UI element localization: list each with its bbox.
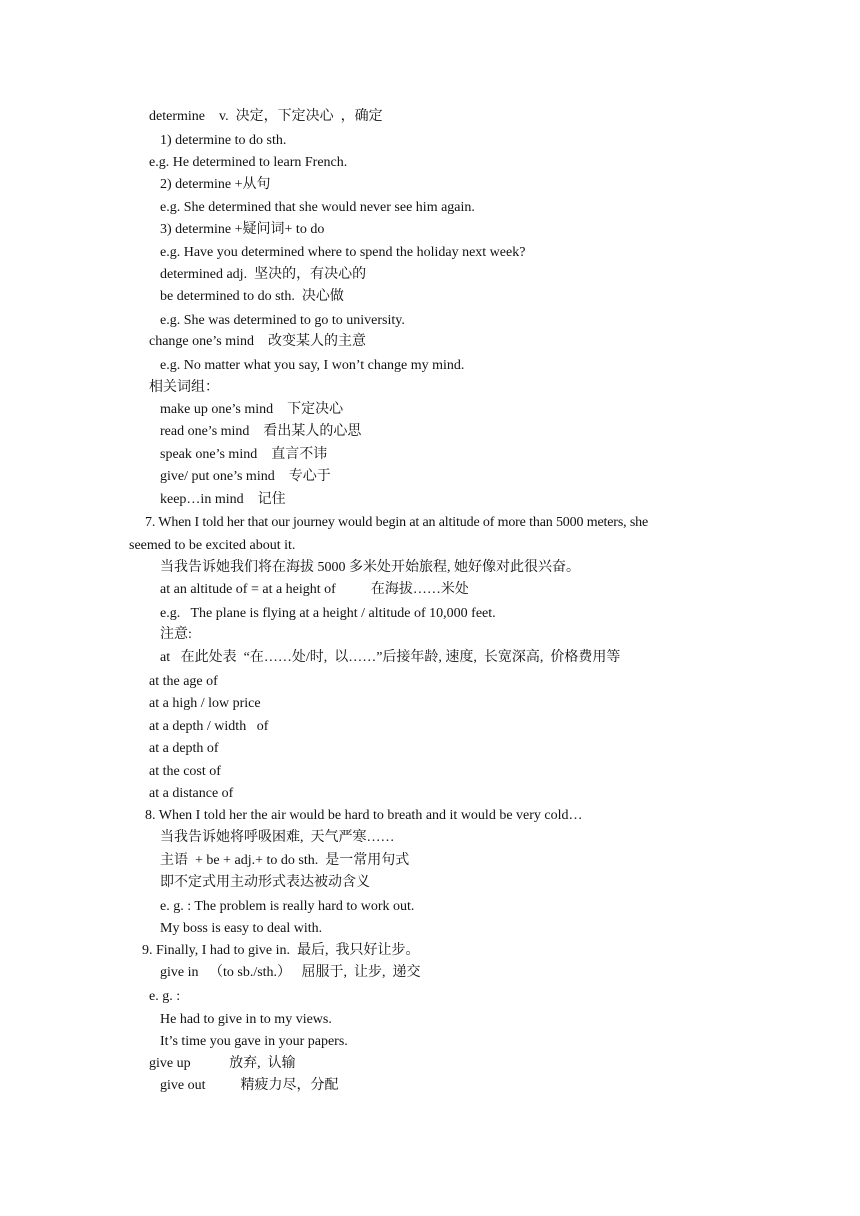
text-line: e.g. She determined that she would never see him again. [160, 200, 475, 215]
numbered-sentence: 9. Finally, I had to give in. 最后, 我只好让步。 [142, 943, 420, 958]
text-line: be determined to do sth. 决心做 [160, 289, 344, 304]
text-line: at a depth / width of [149, 719, 269, 734]
text-line: determine v. 决定，下定决心 ，确定 [149, 109, 383, 124]
text-line: It’s time you gave in your papers. [160, 1034, 348, 1049]
text-line: at the cost of [149, 764, 221, 779]
text-line: 注意: [160, 627, 192, 642]
text-line: give up 放弃, 认输 [149, 1056, 296, 1071]
text-line: 主语 + be + adj.+ to do sth. 是一常用句式 [160, 853, 410, 868]
text-line: 3) determine +疑问词+ to do [160, 222, 325, 237]
text-line: give out 精疲力尽，分配 [160, 1078, 339, 1093]
text-line: give/ put one’s mind 专心于 [160, 469, 331, 484]
text-line: keep…in mind 记住 [160, 492, 286, 507]
text-line: at a high / low price [149, 696, 261, 711]
text-line: e.g. She was determined to go to university. [160, 313, 405, 328]
text-line: 当我告诉她将呼吸困难, 天气严寒…… [160, 830, 395, 845]
text-line: change one’s mind 改变某人的主意 [149, 334, 366, 349]
text-line: at a depth of [149, 741, 219, 756]
text-line: 当我告诉她我们将在海拔 5000 多米处开始旅程, 她好像对此很兴奋。 [160, 560, 580, 575]
text-line: He had to give in to my views. [160, 1012, 332, 1027]
text-line: e.g. Have you determined where to spend the holiday next week? [160, 245, 526, 260]
text-line: determined adj. 坚决的，有决心的 [160, 267, 367, 282]
text-line: e.g. No matter what you say, I won’t change my mind. [160, 358, 465, 373]
text-line: seemed to be excited about it. [129, 538, 296, 553]
text-line: e. g. : The problem is really hard to work out. [160, 899, 415, 914]
text-line: give in （to sb./sth.） 屈服于, 让步, 递交 [160, 965, 421, 980]
text-line: e.g. The plane is flying at a height / altitude of 10,000 feet. [160, 606, 496, 621]
text-line: speak one’s mind 直言不讳 [160, 447, 328, 462]
numbered-sentence: 8. When I told her the air would be hard to breath and it would be very cold… [145, 808, 583, 823]
text-line: 1) determine to do sth. [160, 133, 287, 148]
text-line: 2) determine +从句 [160, 177, 271, 192]
text-line: at 在此处表 “在……处/时, 以……”后接年龄, 速度, 长宽深高, 价格费用等 [160, 650, 621, 665]
text-line: e. g. : [149, 989, 181, 1004]
text-line: e.g. He determined to learn French. [149, 155, 348, 170]
text-line: at the age of [149, 674, 218, 689]
text-line: at a distance of [149, 786, 234, 801]
numbered-sentence: 7. When I told her that our journey would begin at an altitude of more than 5000 meters, she [145, 515, 649, 530]
text-line: My boss is easy to deal with. [160, 921, 323, 936]
text-line: 即不定式用主动形式表达被动含义 [160, 875, 370, 890]
text-line: read one’s mind 看出某人的心思 [160, 424, 362, 439]
text-line: at an altitude of = at a height of 在海拔……米处 [160, 582, 469, 597]
text-line: 相关词组： [149, 380, 219, 395]
text-line: make up one’s mind 下定决心 [160, 402, 344, 417]
